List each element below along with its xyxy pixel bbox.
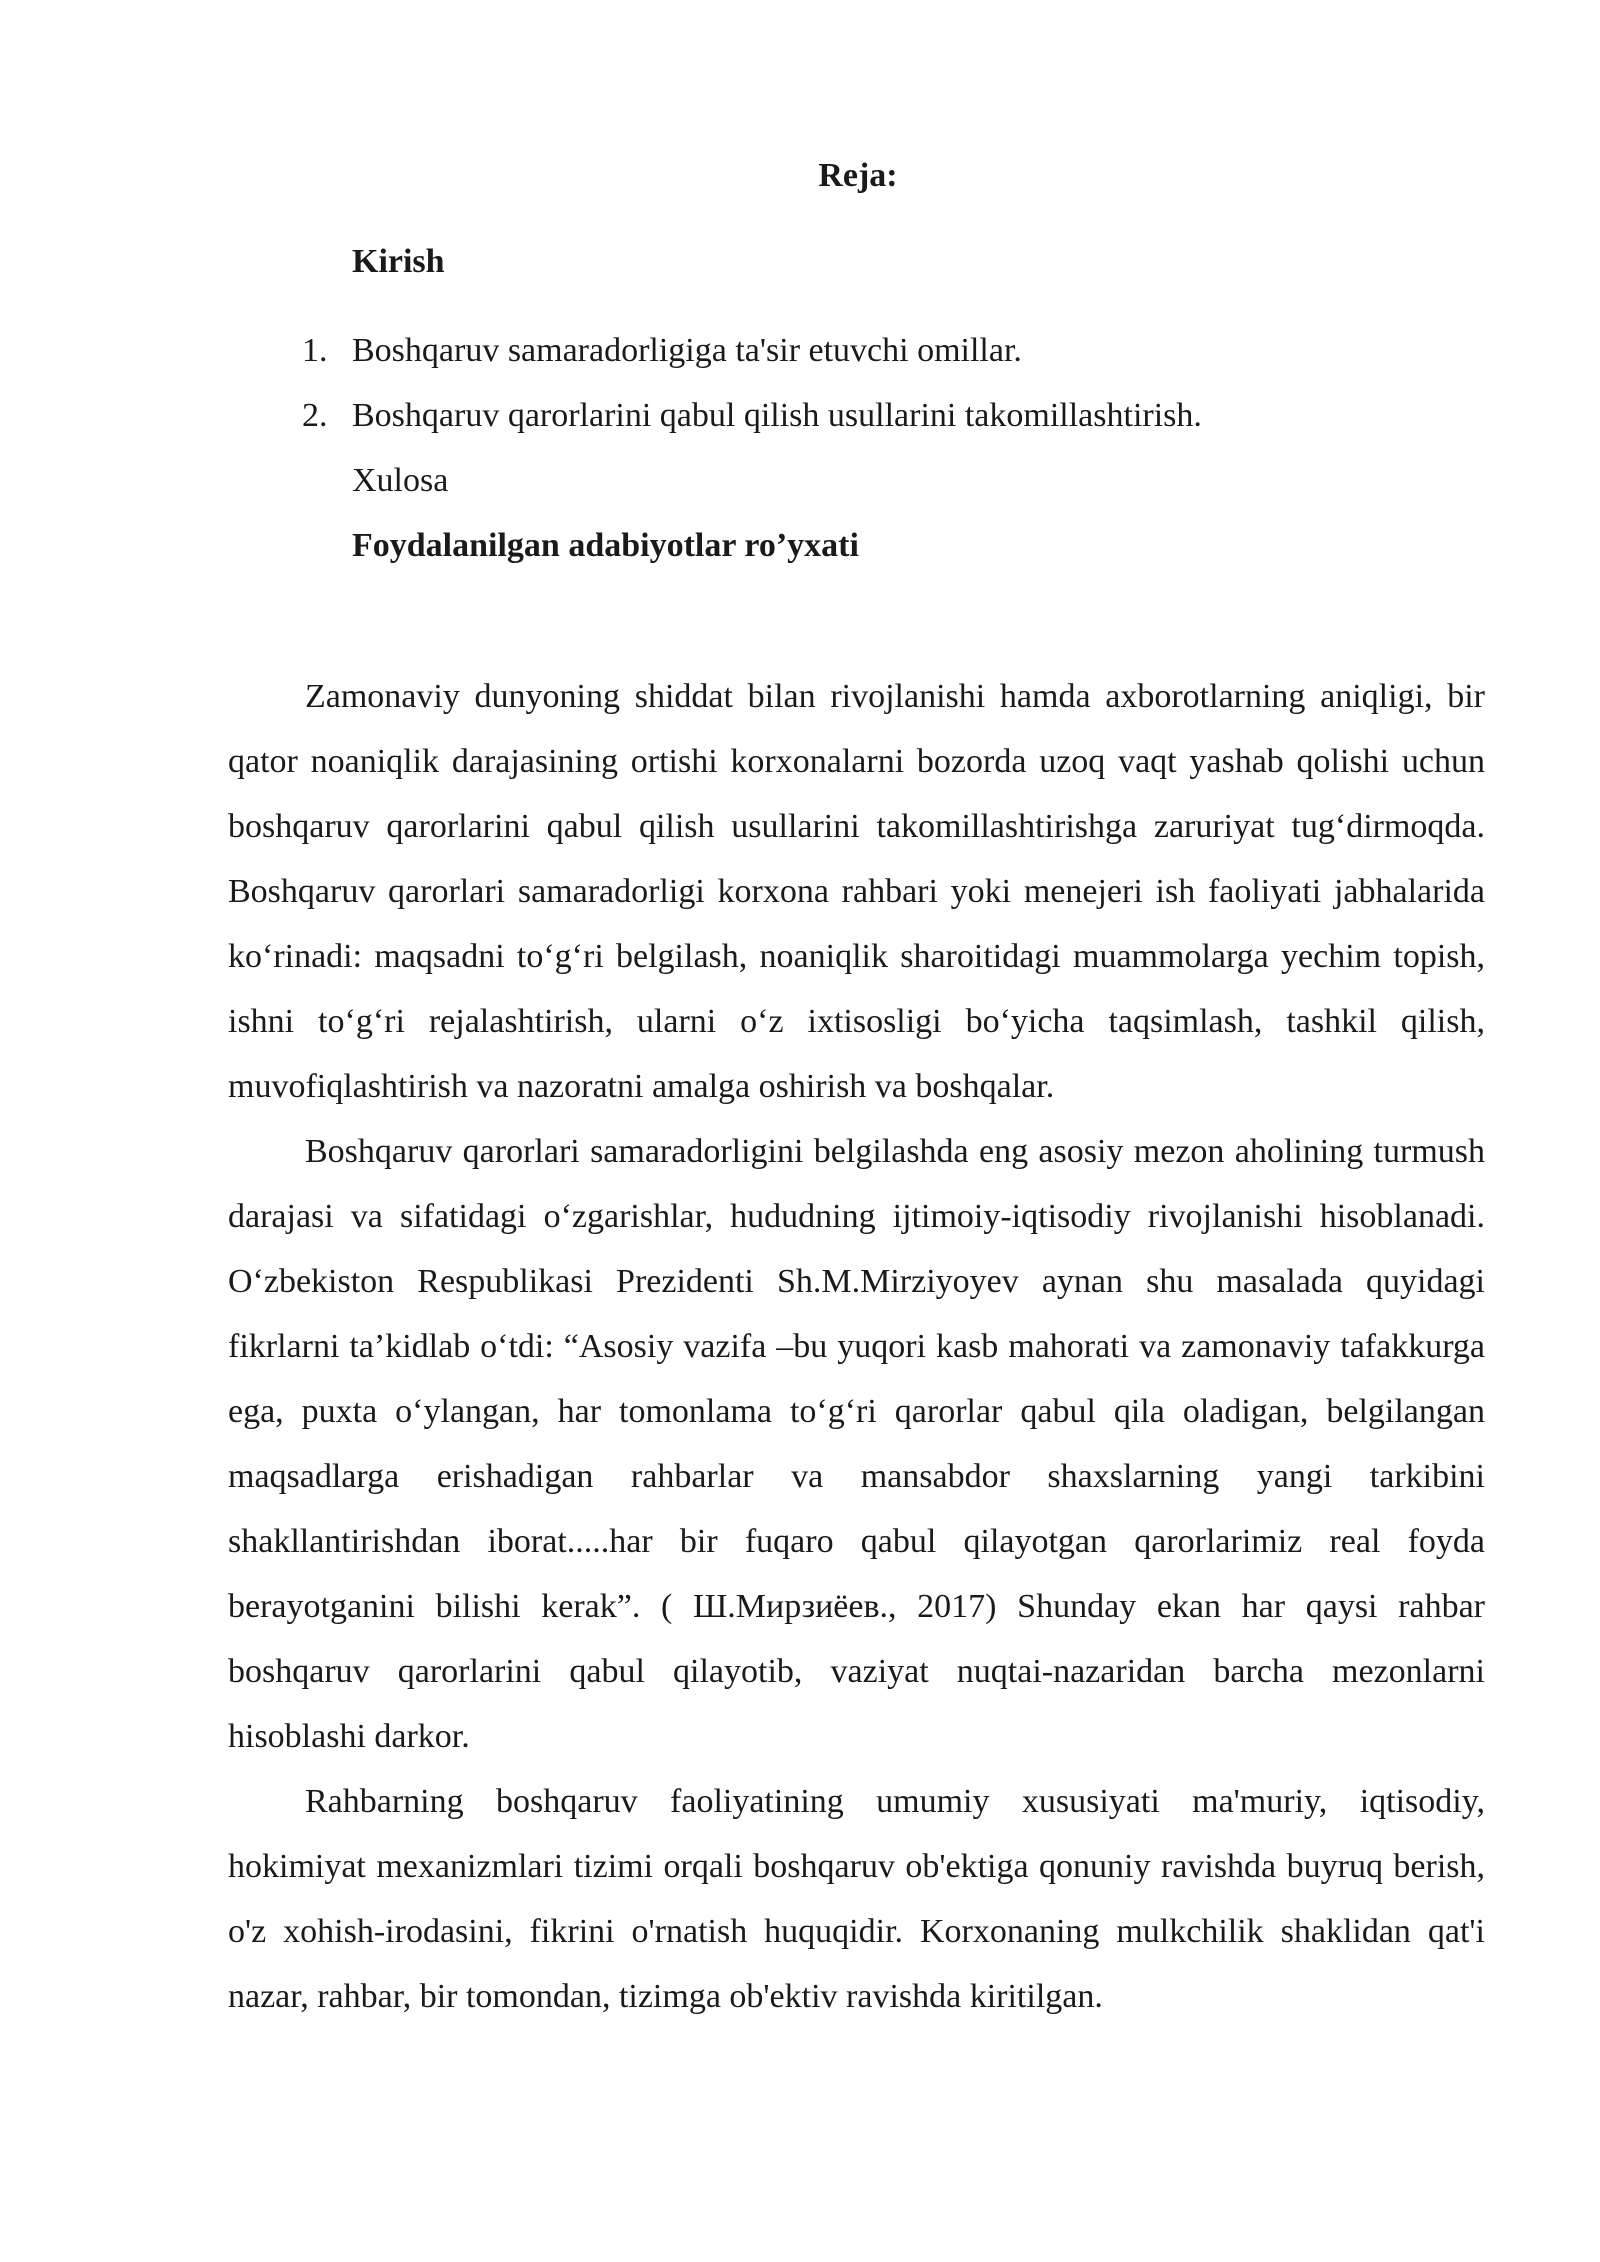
plan-item-number: 1. [302,332,328,369]
plan-title: Reja: [818,157,898,194]
plan-conclusion: Xulosa [352,462,449,499]
plan-references: Foydalanilgan adabiyotlar ro’yxati [352,527,859,564]
plan-item [302,390,1452,455]
body-text [228,664,1485,2029]
plan-item [302,325,1452,390]
paragraph: Rahbarning boshqaruv faoliyatining umumiy xususiyati ma'muriy, iqtisodiy, hokimiyat mexanizmlari tizimi orqali boshqaruv ob'ektiga qonuniy ravishda buyruq berish, o'z xohish-irodasini, fikrini o'rnatish huquqidir. Korxonaning mulkchilik shaklidan qat'i nazar, rahbar, bir tomondan, tizimga ob'ektiv ravishda kiritilgan. [228,1783,1485,2015]
plan-item-number: 2. [302,397,328,434]
plan-intro: Kirish [352,243,445,280]
plan-item-text: Boshqaruv qarorlarini qabul qilish usullarini takomillashtirish. [352,397,1202,434]
plan-item-text: Boshqaruv samaradorligiga ta'sir etuvchi omillar. [352,332,1022,369]
plan-list [302,236,1452,585]
paragraph: Boshqaruv qarorlari samaradorligini belgilashda eng asosiy mezon aholining turmush darajasi va sifatidagi o‘zgarishlar, hududning ijtimoiy-iqtisodiy rivojlanishi hisoblanadi. O‘zbekiston Respublikasi Prezidenti Sh.M.Mirziyoyev aynan shu masalada quyidagi fikrlarni ta’kidlab o‘tdi: “Asosiy vazifa –bu yuqori kasb mahorati va zamonaviy tafakkurga ega, puxta o‘ylangan, har tomonlama to‘g‘ri qarorlar qabul qila oladigan, belgilangan maqsadlarga erishadigan rahbarlar va mansabdor shaxslarning yangi tarkibini shakllantirishdan iborat.....har bir fuqaro qabul qilayotgan qarorlarimiz real foyda berayotganini bilishi kerak”. ( Ш.Мирзиёев., 2017) Shunday ekan har qaysi rahbar boshqaruv qarorlarini qabul qilayotib, vaziyat nuqtai-nazaridan barcha mezonlarni hisoblashi darkor. [228,1133,1485,1755]
paragraph: Zamonaviy dunyoning shiddat bilan rivojlanishi hamda axborotlarning aniqligi, bir qator noaniqlik darajasining ortishi korxonalarni bozorda uzoq vaqt yashab qolishi uchun boshqaruv qarorlarini qabul qilish usullarini takomillashtirishga zaruriyat tug‘dirmoqda. Boshqaruv qarorlari samaradorligi korxona rahbari yoki menejeri ish faoliyati jabhalarida ko‘rinadi: maqsadni to‘g‘ri belgilash, noaniqlik sharoitidagi muammolarga yechim topish, ishni to‘g‘ri rejalashtirish, ularni o‘z ixtisosligi bo‘yicha taqsimlash, tashkil qilish, muvofiqlashtirish va nazoratni amalga oshirish va boshqalar. [228,678,1485,1105]
